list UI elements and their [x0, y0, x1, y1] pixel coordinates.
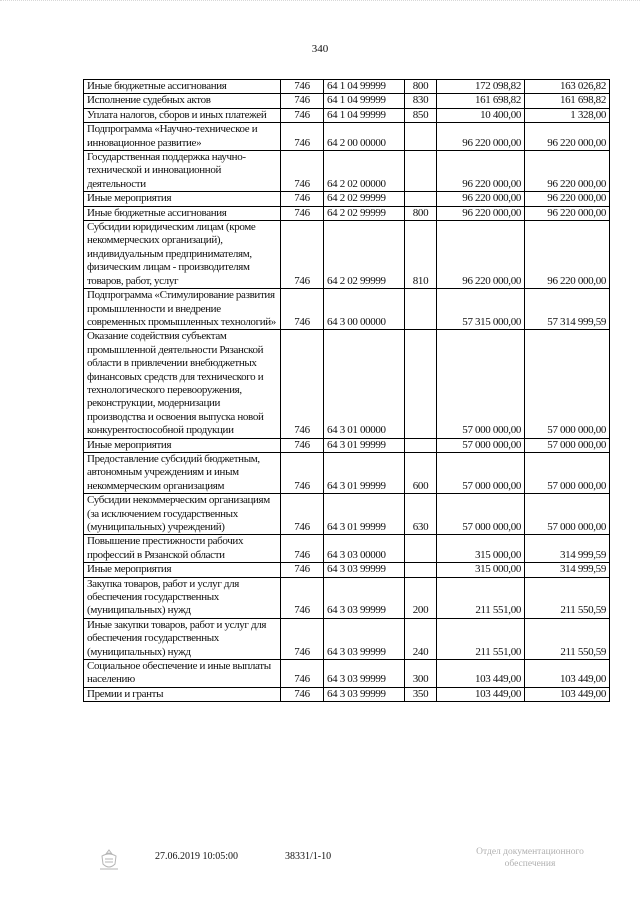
cell-sum-planned: 96 220 000,00 [437, 221, 525, 289]
cell-target-article: 64 3 03 00000 [324, 535, 405, 563]
cell-name: Закупка товаров, работ и услуг для обеспечения государственных (муниципальных) нужд [84, 577, 281, 618]
cell-ministry-code: 746 [281, 535, 324, 563]
cell-sum-planned: 57 315 000,00 [437, 289, 525, 330]
table-row [84, 108, 610, 122]
cell-expense-type: 800 [405, 206, 437, 220]
cell-sum-planned: 57 000 000,00 [437, 330, 525, 438]
cell-sum-executed: 96 220 000,00 [525, 192, 610, 206]
cell-name: Подпрограмма «Стимулирование развития промышленности и внедрение современных промышленных технологий» [84, 289, 281, 330]
cell-sum-planned: 161 698,82 [437, 94, 525, 108]
cell-target-article: 64 2 02 99999 [324, 206, 405, 220]
cell-sum-planned: 103 449,00 [437, 687, 525, 701]
table-row [84, 452, 610, 493]
cell-expense-type [405, 151, 437, 192]
cell-expense-type [405, 192, 437, 206]
table-row [84, 80, 610, 94]
cell-name: Премии и гранты [84, 687, 281, 701]
cell-target-article: 64 3 01 99999 [324, 494, 405, 535]
table-row [84, 330, 610, 438]
cell-sum-executed: 96 220 000,00 [525, 123, 610, 151]
cell-target-article: 64 1 04 99999 [324, 80, 405, 94]
cell-sum-planned: 103 449,00 [437, 660, 525, 688]
footer-doc-number: 38331/1-10 [285, 851, 332, 862]
table-row [84, 618, 610, 659]
table-row [84, 289, 610, 330]
cell-sum-planned: 96 220 000,00 [437, 123, 525, 151]
cell-name: Иные мероприятия [84, 438, 281, 452]
cell-sum-planned: 10 400,00 [437, 108, 525, 122]
cell-sum-planned: 96 220 000,00 [437, 192, 525, 206]
cell-expense-type: 850 [405, 108, 437, 122]
cell-name: Субсидии юридическим лицам (кроме некоммерческих организаций), индивидуальным предпринимателям, физическим лицам - производителям товаров, работ, услуг [84, 221, 281, 289]
table-row [84, 94, 610, 108]
table-row [84, 563, 610, 577]
table-row [84, 206, 610, 220]
cell-sum-executed: 103 449,00 [525, 660, 610, 688]
cell-target-article: 64 1 04 99999 [324, 108, 405, 122]
budget-table [83, 79, 610, 702]
table-row [84, 123, 610, 151]
cell-sum-executed: 161 698,82 [525, 94, 610, 108]
cell-sum-executed: 103 449,00 [525, 687, 610, 701]
cell-ministry-code: 746 [281, 80, 324, 94]
cell-target-article: 64 3 01 99999 [324, 438, 405, 452]
cell-sum-planned: 57 000 000,00 [437, 494, 525, 535]
cell-name: Повышение престижности рабочих профессий в Рязанской области [84, 535, 281, 563]
cell-ministry-code: 746 [281, 108, 324, 122]
cell-sum-executed: 57 000 000,00 [525, 494, 610, 535]
table-row [84, 438, 610, 452]
cell-sum-executed: 57 000 000,00 [525, 330, 610, 438]
cell-sum-planned: 172 098,82 [437, 80, 525, 94]
cell-target-article: 64 3 00 00000 [324, 289, 405, 330]
cell-target-article: 64 3 03 99999 [324, 687, 405, 701]
cell-sum-planned: 315 000,00 [437, 535, 525, 563]
cell-name: Иные бюджетные ассигнования [84, 206, 281, 220]
cell-expense-type: 630 [405, 494, 437, 535]
cell-target-article: 64 2 02 99999 [324, 192, 405, 206]
cell-ministry-code: 746 [281, 494, 324, 535]
cell-expense-type: 350 [405, 687, 437, 701]
cell-ministry-code: 746 [281, 289, 324, 330]
cell-name: Предоставление субсидий бюджетным, автономным учреждениям и иным некоммерческим организациям [84, 452, 281, 493]
cell-sum-executed: 57 314 999,59 [525, 289, 610, 330]
budget-table-body [84, 80, 610, 702]
cell-expense-type: 300 [405, 660, 437, 688]
cell-target-article: 64 3 03 99999 [324, 618, 405, 659]
cell-name: Иные закупки товаров, работ и услуг для обеспечения государственных (муниципальных) нужд [84, 618, 281, 659]
cell-ministry-code: 746 [281, 563, 324, 577]
cell-ministry-code: 746 [281, 452, 324, 493]
table-row [84, 221, 610, 289]
cell-target-article: 64 3 01 99999 [324, 452, 405, 493]
scan-edge [0, 0, 640, 5]
cell-expense-type: 830 [405, 94, 437, 108]
cell-sum-executed: 96 220 000,00 [525, 206, 610, 220]
cell-target-article: 64 3 03 99999 [324, 660, 405, 688]
table-row [84, 535, 610, 563]
cell-sum-planned: 211 551,00 [437, 577, 525, 618]
cell-sum-planned: 96 220 000,00 [437, 206, 525, 220]
cell-name: Государственная поддержка научно-технической и инновационной деятельности [84, 151, 281, 192]
cell-expense-type [405, 289, 437, 330]
cell-sum-executed: 57 000 000,00 [525, 438, 610, 452]
cell-name: Субсидии некоммерческим организациям (за исключением государственных (муниципальных) учреждений) [84, 494, 281, 535]
cell-ministry-code: 746 [281, 687, 324, 701]
table-row [84, 494, 610, 535]
cell-sum-planned: 315 000,00 [437, 563, 525, 577]
footer-department-stamp: Отдел документационного обеспечения [476, 847, 584, 869]
table-row [84, 192, 610, 206]
cell-ministry-code: 746 [281, 123, 324, 151]
cell-name: Уплата налогов, сборов и иных платежей [84, 108, 281, 122]
cell-ministry-code: 746 [281, 192, 324, 206]
cell-expense-type: 240 [405, 618, 437, 659]
cell-ministry-code: 746 [281, 151, 324, 192]
page-number: 340 [311, 43, 329, 55]
cell-sum-executed: 314 999,59 [525, 535, 610, 563]
cell-expense-type [405, 123, 437, 151]
cell-name: Иные мероприятия [84, 563, 281, 577]
table-row [84, 687, 610, 701]
coat-of-arms-icon [96, 847, 122, 876]
cell-ministry-code: 746 [281, 618, 324, 659]
cell-sum-executed: 314 999,59 [525, 563, 610, 577]
cell-expense-type [405, 438, 437, 452]
cell-target-article: 64 1 04 99999 [324, 94, 405, 108]
cell-sum-planned: 211 551,00 [437, 618, 525, 659]
cell-sum-executed: 1 328,00 [525, 108, 610, 122]
table-row [84, 660, 610, 688]
cell-ministry-code: 746 [281, 438, 324, 452]
table-row [84, 577, 610, 618]
footer-datetime: 27.06.2019 10:05:00 [155, 851, 239, 862]
cell-sum-executed: 211 550,59 [525, 577, 610, 618]
cell-name: Социальное обеспечение и иные выплаты населению [84, 660, 281, 688]
cell-sum-executed: 211 550,59 [525, 618, 610, 659]
cell-sum-executed: 96 220 000,00 [525, 221, 610, 289]
cell-target-article: 64 3 01 00000 [324, 330, 405, 438]
cell-name: Иные бюджетные ассигнования [84, 80, 281, 94]
cell-ministry-code: 746 [281, 221, 324, 289]
cell-target-article: 64 3 03 99999 [324, 563, 405, 577]
cell-ministry-code: 746 [281, 660, 324, 688]
cell-sum-planned: 96 220 000,00 [437, 151, 525, 192]
cell-ministry-code: 746 [281, 206, 324, 220]
cell-expense-type: 600 [405, 452, 437, 493]
cell-target-article: 64 2 02 99999 [324, 221, 405, 289]
cell-sum-executed: 57 000 000,00 [525, 452, 610, 493]
cell-sum-planned: 57 000 000,00 [437, 452, 525, 493]
cell-sum-executed: 96 220 000,00 [525, 151, 610, 192]
cell-ministry-code: 746 [281, 330, 324, 438]
cell-expense-type: 800 [405, 80, 437, 94]
cell-expense-type: 200 [405, 577, 437, 618]
cell-ministry-code: 746 [281, 577, 324, 618]
table-row [84, 151, 610, 192]
cell-expense-type [405, 535, 437, 563]
cell-name: Подпрограмма «Научно-техническое и инновационное развитие» [84, 123, 281, 151]
cell-name: Иные мероприятия [84, 192, 281, 206]
cell-sum-executed: 163 026,82 [525, 80, 610, 94]
cell-expense-type [405, 563, 437, 577]
page-footer [0, 849, 640, 879]
cell-expense-type: 810 [405, 221, 437, 289]
cell-name: Исполнение судебных актов [84, 94, 281, 108]
cell-target-article: 64 2 02 00000 [324, 151, 405, 192]
cell-target-article: 64 2 00 00000 [324, 123, 405, 151]
cell-sum-planned: 57 000 000,00 [437, 438, 525, 452]
cell-target-article: 64 3 03 99999 [324, 577, 405, 618]
cell-expense-type [405, 330, 437, 438]
cell-ministry-code: 746 [281, 94, 324, 108]
cell-name: Оказание содействия субъектам промышленной деятельности Рязанской области в привлечении внебюджетных финансовых средств для технического и технологического перевооружения, реконструкции, модернизации производства и освоения выпуска новой конкурентоспособной продукции [84, 330, 281, 438]
